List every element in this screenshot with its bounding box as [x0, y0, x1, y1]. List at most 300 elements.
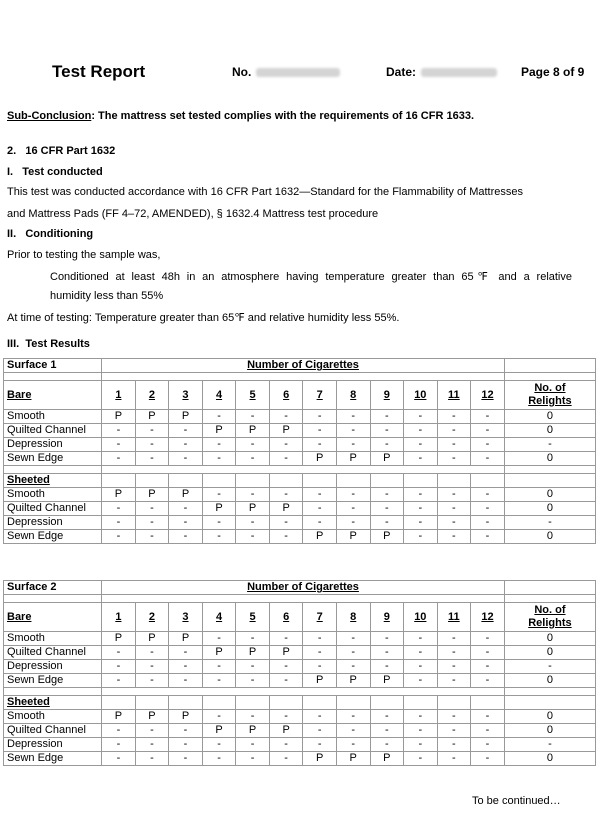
- result-cell: -: [236, 660, 270, 674]
- relights-value: 0: [504, 410, 595, 424]
- cigarette-column-3: 3: [169, 603, 203, 632]
- result-cell: -: [370, 646, 404, 660]
- result-cell: -: [404, 738, 438, 752]
- relights-value: 0: [504, 632, 595, 646]
- result-cell: -: [169, 516, 203, 530]
- cigarette-column-10: 10: [404, 381, 438, 410]
- result-cell: -: [303, 410, 337, 424]
- result-cell: -: [336, 724, 370, 738]
- result-cell: -: [336, 410, 370, 424]
- spacer-cell: [102, 466, 505, 474]
- sub-conclusion-label: Sub-Conclusion: [7, 110, 92, 122]
- result-cell: -: [303, 502, 337, 516]
- row-label: Quilted Channel: [4, 502, 102, 516]
- cigarette-column-8: 8: [336, 603, 370, 632]
- result-cell: -: [437, 438, 471, 452]
- result-cell: -: [303, 438, 337, 452]
- result-cell: P: [236, 424, 270, 438]
- result-cell: P: [370, 752, 404, 766]
- result-cell: -: [370, 632, 404, 646]
- result-cell: P: [102, 632, 136, 646]
- result-cell: -: [269, 516, 303, 530]
- result-cell: -: [370, 516, 404, 530]
- row-label: Smooth: [4, 488, 102, 502]
- result-cell: -: [437, 424, 471, 438]
- result-cell: P: [303, 674, 337, 688]
- table-row: [4, 438, 596, 452]
- cigarette-column-3: 3: [169, 381, 203, 410]
- empty-cell: [303, 696, 337, 710]
- result-cell: P: [336, 452, 370, 466]
- result-cell: -: [437, 752, 471, 766]
- result-cell: -: [370, 488, 404, 502]
- relights-header-line1: No. of: [534, 604, 566, 616]
- result-cell: -: [102, 660, 136, 674]
- result-cell: -: [169, 438, 203, 452]
- result-cell: P: [135, 488, 169, 502]
- result-cell: -: [135, 438, 169, 452]
- empty-cell: [504, 581, 595, 595]
- result-cell: P: [169, 632, 203, 646]
- result-cell: P: [370, 674, 404, 688]
- result-cell: -: [135, 502, 169, 516]
- cigarette-column-11: 11: [437, 603, 471, 632]
- result-cell: -: [169, 724, 203, 738]
- group-name: Sheeted: [4, 696, 102, 710]
- empty-cell: [269, 696, 303, 710]
- result-cell: -: [169, 646, 203, 660]
- empty-cell: [404, 474, 438, 488]
- empty-cell: [236, 696, 270, 710]
- surface-title-row: [4, 581, 596, 595]
- spacer-row: [4, 373, 596, 381]
- number-of-cigarettes-header: Number of Cigarettes: [102, 581, 505, 595]
- result-cell: -: [135, 452, 169, 466]
- result-cell: P: [370, 452, 404, 466]
- table-row: [4, 452, 596, 466]
- spacer-cell: [4, 595, 102, 603]
- conditioning-intro: Prior to testing the sample was,: [7, 249, 161, 261]
- conditioning-heading: II. Conditioning: [7, 228, 94, 240]
- result-cell: -: [437, 502, 471, 516]
- result-cell: P: [303, 530, 337, 544]
- result-cell: -: [202, 410, 236, 424]
- result-cell: -: [202, 710, 236, 724]
- result-cell: P: [336, 752, 370, 766]
- row-label: Smooth: [4, 632, 102, 646]
- result-cell: -: [169, 452, 203, 466]
- group-header-row: [4, 381, 596, 410]
- spacer-cell: [102, 688, 505, 696]
- spacer-cell: [102, 595, 505, 603]
- result-cell: -: [102, 724, 136, 738]
- empty-cell: [102, 696, 136, 710]
- continued-note: To be continued…: [472, 795, 561, 807]
- relights-value: -: [504, 438, 595, 452]
- surface-name: Surface 1: [4, 359, 102, 373]
- empty-cell: [169, 474, 203, 488]
- result-cell: -: [269, 452, 303, 466]
- result-cell: -: [437, 530, 471, 544]
- result-cell: -: [404, 516, 438, 530]
- empty-cell: [370, 696, 404, 710]
- result-cell: P: [202, 646, 236, 660]
- cigarette-column-2: 2: [135, 603, 169, 632]
- row-label: Sewn Edge: [4, 452, 102, 466]
- cigarette-column-7: 7: [303, 381, 337, 410]
- surface-name: Surface 2: [4, 581, 102, 595]
- cigarette-column-12: 12: [471, 381, 505, 410]
- result-cell: P: [269, 724, 303, 738]
- result-cell: -: [437, 674, 471, 688]
- report-number-label: No.: [232, 65, 252, 79]
- table-row: [4, 488, 596, 502]
- row-label: Smooth: [4, 410, 102, 424]
- result-cell: P: [135, 632, 169, 646]
- result-cell: -: [370, 724, 404, 738]
- result-cell: -: [102, 424, 136, 438]
- report-date-label: Date:: [386, 65, 417, 79]
- table-row: [4, 410, 596, 424]
- result-cell: -: [437, 452, 471, 466]
- cigarette-column-1: 1: [102, 381, 136, 410]
- result-cell: -: [437, 710, 471, 724]
- result-cell: -: [303, 488, 337, 502]
- result-cell: -: [404, 530, 438, 544]
- result-cell: -: [269, 710, 303, 724]
- result-cell: -: [370, 424, 404, 438]
- table-row: [4, 530, 596, 544]
- cigarette-column-5: 5: [236, 603, 270, 632]
- result-cell: -: [169, 674, 203, 688]
- result-cell: -: [404, 710, 438, 724]
- relights-value: 0: [504, 724, 595, 738]
- result-cell: -: [102, 646, 136, 660]
- result-cell: -: [404, 502, 438, 516]
- cigarette-column-6: 6: [269, 381, 303, 410]
- empty-cell: [336, 474, 370, 488]
- result-cell: -: [202, 738, 236, 752]
- result-cell: -: [437, 516, 471, 530]
- result-cell: -: [135, 516, 169, 530]
- result-cell: -: [102, 452, 136, 466]
- result-cell: P: [236, 724, 270, 738]
- relights-header: [504, 603, 595, 632]
- spacer-row: [4, 466, 596, 474]
- result-cell: P: [202, 724, 236, 738]
- spacer-row: [4, 688, 596, 696]
- result-cell: -: [471, 632, 505, 646]
- section-heading: [7, 145, 115, 157]
- result-cell: -: [471, 752, 505, 766]
- redacted-number: [256, 68, 340, 77]
- result-cell: -: [135, 646, 169, 660]
- spacer-cell: [504, 688, 595, 696]
- cigarette-column-10: 10: [404, 603, 438, 632]
- time-of-testing: At time of testing: Temperature greater than 65℉ and relative humidity less 55%.: [7, 312, 400, 324]
- result-cell: -: [336, 710, 370, 724]
- relights-value: 0: [504, 646, 595, 660]
- result-cell: -: [236, 438, 270, 452]
- relights-value: 0: [504, 674, 595, 688]
- result-cell: -: [471, 424, 505, 438]
- cigarette-column-4: 4: [202, 381, 236, 410]
- result-cell: -: [202, 632, 236, 646]
- result-cell: -: [236, 410, 270, 424]
- result-cell: -: [303, 710, 337, 724]
- row-label: Quilted Channel: [4, 424, 102, 438]
- table-row: [4, 502, 596, 516]
- result-cell: -: [336, 502, 370, 516]
- result-cell: -: [404, 410, 438, 424]
- relights-value: 0: [504, 530, 595, 544]
- relights-value: 0: [504, 424, 595, 438]
- row-label: Depression: [4, 660, 102, 674]
- result-cell: P: [202, 502, 236, 516]
- empty-cell: [504, 696, 595, 710]
- empty-cell: [135, 474, 169, 488]
- result-cell: -: [471, 502, 505, 516]
- result-cell: -: [135, 674, 169, 688]
- table-row: [4, 632, 596, 646]
- result-cell: -: [102, 752, 136, 766]
- result-cell: -: [102, 530, 136, 544]
- surface-title-row: [4, 359, 596, 373]
- report-header: [0, 58, 600, 88]
- result-cell: P: [169, 410, 203, 424]
- empty-cell: [169, 696, 203, 710]
- spacer-cell: [504, 373, 595, 381]
- cigarette-column-8: 8: [336, 381, 370, 410]
- result-cell: P: [269, 424, 303, 438]
- result-cell: -: [471, 660, 505, 674]
- result-cell: P: [269, 502, 303, 516]
- number-of-cigarettes-header: Number of Cigarettes: [102, 359, 505, 373]
- empty-cell: [504, 474, 595, 488]
- result-cell: -: [269, 438, 303, 452]
- group-name: Bare: [4, 381, 102, 410]
- row-label: Sewn Edge: [4, 752, 102, 766]
- result-cell: P: [102, 710, 136, 724]
- result-cell: -: [236, 488, 270, 502]
- result-cell: -: [303, 738, 337, 752]
- results-table-surface-2: [3, 580, 596, 766]
- row-label: Quilted Channel: [4, 724, 102, 738]
- test-conducted-heading: I. Test conducted: [7, 166, 103, 178]
- result-cell: -: [269, 674, 303, 688]
- result-cell: -: [135, 424, 169, 438]
- result-cell: -: [169, 752, 203, 766]
- section-title: 16 CFR Part 1632: [25, 145, 116, 157]
- row-label: Sewn Edge: [4, 674, 102, 688]
- table-row: [4, 738, 596, 752]
- empty-cell: [135, 696, 169, 710]
- conditioning-line2: humidity less than 55%: [50, 290, 164, 302]
- result-cell: -: [437, 660, 471, 674]
- result-cell: -: [269, 530, 303, 544]
- result-cell: -: [471, 710, 505, 724]
- relights-header-line2: Relights: [528, 617, 572, 629]
- group-header-row: [4, 474, 596, 488]
- result-cell: -: [169, 738, 203, 752]
- result-cell: -: [404, 660, 438, 674]
- result-cell: -: [135, 738, 169, 752]
- table-row: [4, 710, 596, 724]
- result-cell: -: [471, 738, 505, 752]
- empty-cell: [504, 359, 595, 373]
- empty-cell: [202, 474, 236, 488]
- result-cell: -: [202, 516, 236, 530]
- result-cell: -: [336, 488, 370, 502]
- table-row: [4, 752, 596, 766]
- result-cell: -: [370, 502, 404, 516]
- empty-cell: [303, 474, 337, 488]
- result-cell: -: [202, 438, 236, 452]
- empty-cell: [202, 696, 236, 710]
- result-cell: -: [303, 632, 337, 646]
- cigarette-column-6: 6: [269, 603, 303, 632]
- result-cell: -: [135, 530, 169, 544]
- spacer-cell: [4, 466, 102, 474]
- result-cell: -: [471, 674, 505, 688]
- result-cell: -: [404, 752, 438, 766]
- result-cell: -: [236, 752, 270, 766]
- redacted-date: [421, 68, 497, 77]
- result-cell: P: [202, 424, 236, 438]
- result-cell: -: [336, 660, 370, 674]
- result-cell: -: [404, 438, 438, 452]
- result-cell: -: [303, 424, 337, 438]
- empty-cell: [236, 474, 270, 488]
- result-cell: P: [370, 530, 404, 544]
- result-cell: P: [336, 674, 370, 688]
- relights-header: [504, 381, 595, 410]
- result-cell: -: [370, 710, 404, 724]
- result-cell: P: [236, 502, 270, 516]
- row-label: Depression: [4, 516, 102, 530]
- result-cell: -: [404, 724, 438, 738]
- sub-conclusion: [7, 110, 474, 122]
- report-date: [386, 65, 497, 79]
- result-cell: -: [437, 724, 471, 738]
- result-cell: -: [370, 410, 404, 424]
- result-cell: -: [102, 674, 136, 688]
- cigarette-column-9: 9: [370, 603, 404, 632]
- report-title: Test Report: [52, 62, 146, 81]
- result-cell: -: [471, 452, 505, 466]
- table-row: [4, 424, 596, 438]
- row-label: Depression: [4, 438, 102, 452]
- result-cell: -: [169, 502, 203, 516]
- result-cell: -: [404, 452, 438, 466]
- result-cell: -: [471, 488, 505, 502]
- result-cell: P: [102, 488, 136, 502]
- spacer-cell: [4, 373, 102, 381]
- empty-cell: [404, 696, 438, 710]
- section-number: 2.: [7, 145, 17, 157]
- relights-value: 0: [504, 752, 595, 766]
- row-label: Sewn Edge: [4, 530, 102, 544]
- test-conducted-line1: This test was conducted accordance with 16 CFR Part 1632—Standard for the Flammability of Mattresses: [7, 186, 524, 198]
- result-cell: -: [102, 738, 136, 752]
- result-cell: -: [471, 410, 505, 424]
- result-cell: -: [437, 410, 471, 424]
- result-cell: -: [404, 674, 438, 688]
- spacer-cell: [102, 373, 505, 381]
- report-number: [232, 65, 340, 79]
- result-cell: -: [236, 674, 270, 688]
- result-cell: P: [336, 530, 370, 544]
- relights-value: 0: [504, 502, 595, 516]
- group-name: Bare: [4, 603, 102, 632]
- empty-cell: [471, 696, 505, 710]
- result-cell: -: [236, 516, 270, 530]
- spacer-cell: [504, 466, 595, 474]
- cigarette-column-12: 12: [471, 603, 505, 632]
- relights-value: -: [504, 660, 595, 674]
- result-cell: -: [471, 516, 505, 530]
- page-indicator: Page 8 of 9: [521, 65, 585, 79]
- spacer-cell: [504, 595, 595, 603]
- result-cell: -: [102, 438, 136, 452]
- result-cell: -: [202, 674, 236, 688]
- result-cell: P: [102, 410, 136, 424]
- result-cell: -: [437, 488, 471, 502]
- result-cell: -: [202, 530, 236, 544]
- result-cell: -: [336, 646, 370, 660]
- empty-cell: [471, 474, 505, 488]
- cigarette-column-7: 7: [303, 603, 337, 632]
- table-row: [4, 660, 596, 674]
- row-label: Depression: [4, 738, 102, 752]
- results-table-surface-1: [3, 358, 596, 544]
- result-cell: -: [404, 632, 438, 646]
- result-cell: -: [102, 502, 136, 516]
- result-cell: -: [370, 738, 404, 752]
- result-cell: -: [370, 660, 404, 674]
- group-header-row: [4, 603, 596, 632]
- result-cell: P: [303, 452, 337, 466]
- result-cell: -: [437, 632, 471, 646]
- result-cell: -: [169, 424, 203, 438]
- relights-value: 0: [504, 488, 595, 502]
- result-cell: -: [471, 724, 505, 738]
- result-cell: P: [303, 752, 337, 766]
- relights-value: 0: [504, 710, 595, 724]
- empty-cell: [269, 474, 303, 488]
- result-cell: -: [135, 752, 169, 766]
- result-cell: -: [169, 660, 203, 674]
- cigarette-column-2: 2: [135, 381, 169, 410]
- result-cell: -: [236, 452, 270, 466]
- cigarette-column-11: 11: [437, 381, 471, 410]
- result-cell: -: [269, 410, 303, 424]
- result-cell: -: [404, 488, 438, 502]
- relights-value: 0: [504, 452, 595, 466]
- row-label: Smooth: [4, 710, 102, 724]
- table-row: [4, 646, 596, 660]
- result-cell: -: [370, 438, 404, 452]
- cigarette-column-4: 4: [202, 603, 236, 632]
- result-cell: P: [269, 646, 303, 660]
- result-cell: -: [471, 646, 505, 660]
- result-cell: P: [169, 710, 203, 724]
- result-cell: -: [202, 452, 236, 466]
- result-cell: -: [336, 438, 370, 452]
- result-cell: -: [269, 632, 303, 646]
- row-label: Quilted Channel: [4, 646, 102, 660]
- result-cell: -: [437, 738, 471, 752]
